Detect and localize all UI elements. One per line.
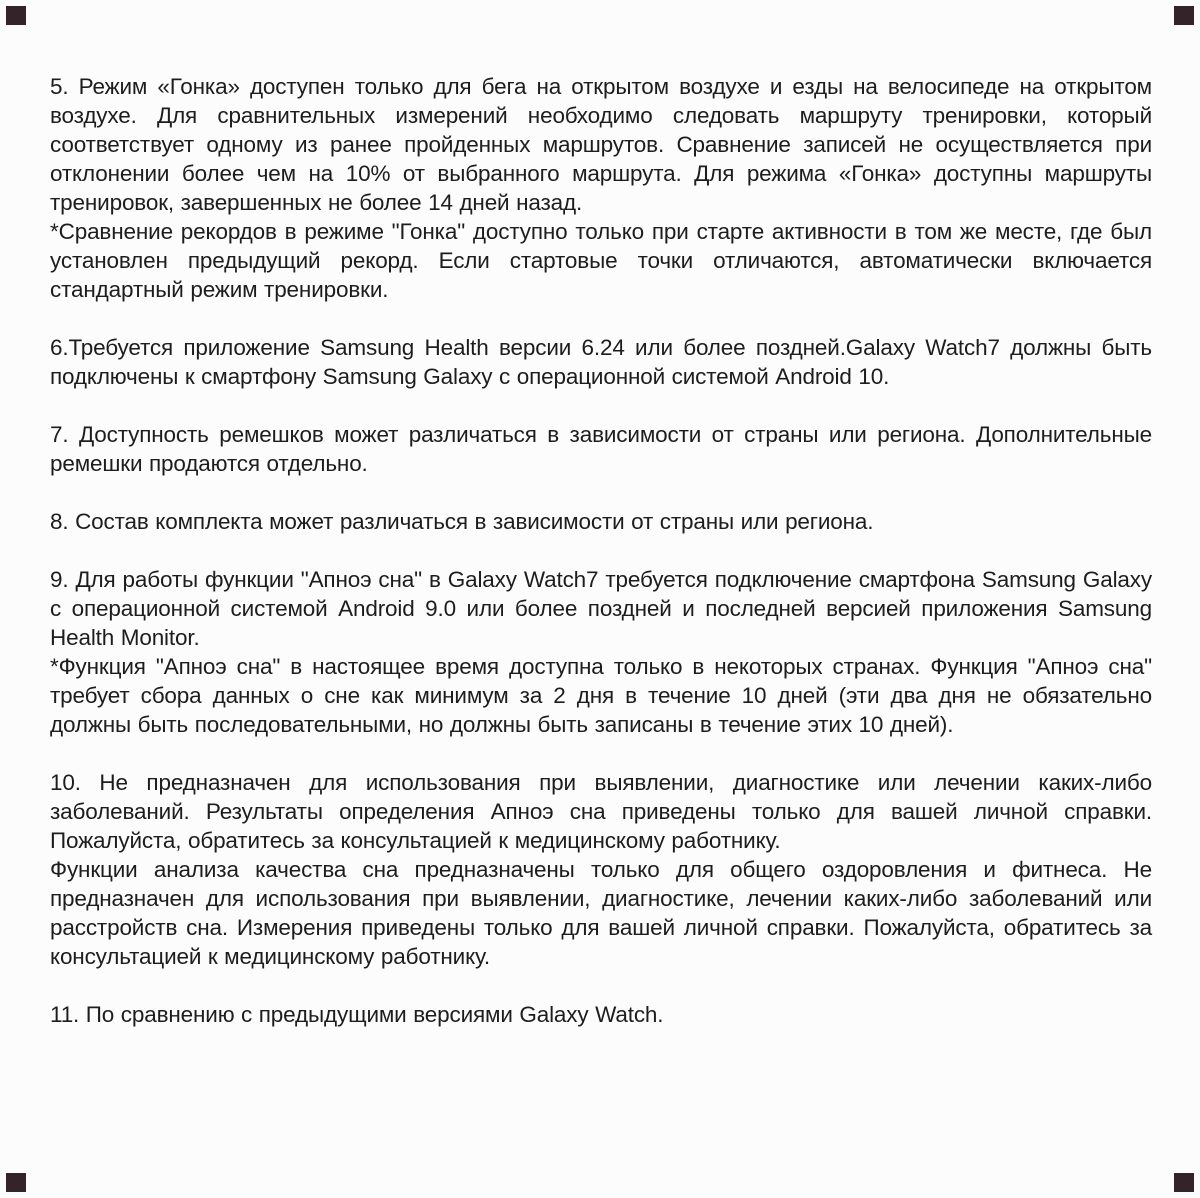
note-9-footnote: *Функция "Апноэ сна" в настоящее время доступна только в некоторых странах. Функция "Апноэ сна" требует сбора данных о сне как минимум за 2 дня в течение 10 дней (эти два дня не обязательно должны быть последовательными, но должны быть записаны в течение этих 10 дней). [50, 654, 1152, 737]
note-10-text-2: Функции анализа качества сна предназначены только для общего оздоровления и фитнеса. Не предназначен для использования при выявлении, диагностике, лечении каких-либо заболеваний или расстройств сна. Измерения приведены только для вашей личной справки. Пожалуйста, обратитесь за консультацией к медицинскому работнику. [50, 857, 1152, 969]
note-11-text: 11. По сравнению с предыдущими версиями Galaxy Watch. [50, 1002, 664, 1027]
note-8-text: 8. Состав комплекта может различаться в зависимости от страны или региона. [50, 509, 874, 534]
note-9-text: 9. Для работы функции "Апноэ сна" в Galaxy Watch7 требуется подключение смартфона Samsung Galaxy с операционной системой Android 9.0 или более поздней и последней версией приложения Samsung Health Monitor. [50, 567, 1152, 650]
note-6-text: 6.Требуется приложение Samsung Health версии 6.24 или более поздней.Galaxy Watch7 должны быть подключены к смартфону Samsung Galaxy с операционной системой Android 10. [50, 335, 1152, 389]
note-9 [50, 565, 1152, 739]
note-6 [50, 333, 1152, 391]
note-11 [50, 1000, 1152, 1029]
note-7 [50, 420, 1152, 478]
corner-mark-top-right [1174, 6, 1194, 25]
note-7-text: 7. Доступность ремешков может различаться в зависимости от страны или региона. Дополнительные ремешки продаются отдельно. [50, 422, 1152, 476]
corner-mark-bottom-right [1174, 1173, 1194, 1192]
note-10 [50, 768, 1152, 971]
corner-mark-top-left [6, 6, 26, 25]
note-5 [50, 72, 1152, 304]
note-8 [50, 507, 1152, 536]
note-5-text: 5. Режим «Гонка» доступен только для бега на открытом воздухе и езды на велосипеде на открытом воздухе. Для сравнительных измерений необходимо следовать маршруту тренировки, который соответствует одному из ранее пройденных маршрутов. Сравнение записей не осуществляется при отклонении более чем на 10% от выбранного маршрута. Для режима «Гонка» доступны маршруты тренировок, завершенных не более 14 дней назад. [50, 74, 1152, 215]
note-10-text: 10. Не предназначен для использования при выявлении, диагностике или лечении каких-либо заболеваний. Результаты определения Апноэ сна приведены только для вашей личной справки. Пожалуйста, обратитесь за консультацией к медицинскому работнику. [50, 770, 1152, 853]
note-5-footnote: *Сравнение рекордов в режиме "Гонка" доступно только при старте активности в том же месте, где был установлен предыдущий рекорд. Если стартовые точки отличаются, автоматически включается стандартный режим тренировки. [50, 219, 1152, 302]
corner-mark-bottom-left [6, 1173, 26, 1192]
legal-notes-body [50, 72, 1152, 1029]
